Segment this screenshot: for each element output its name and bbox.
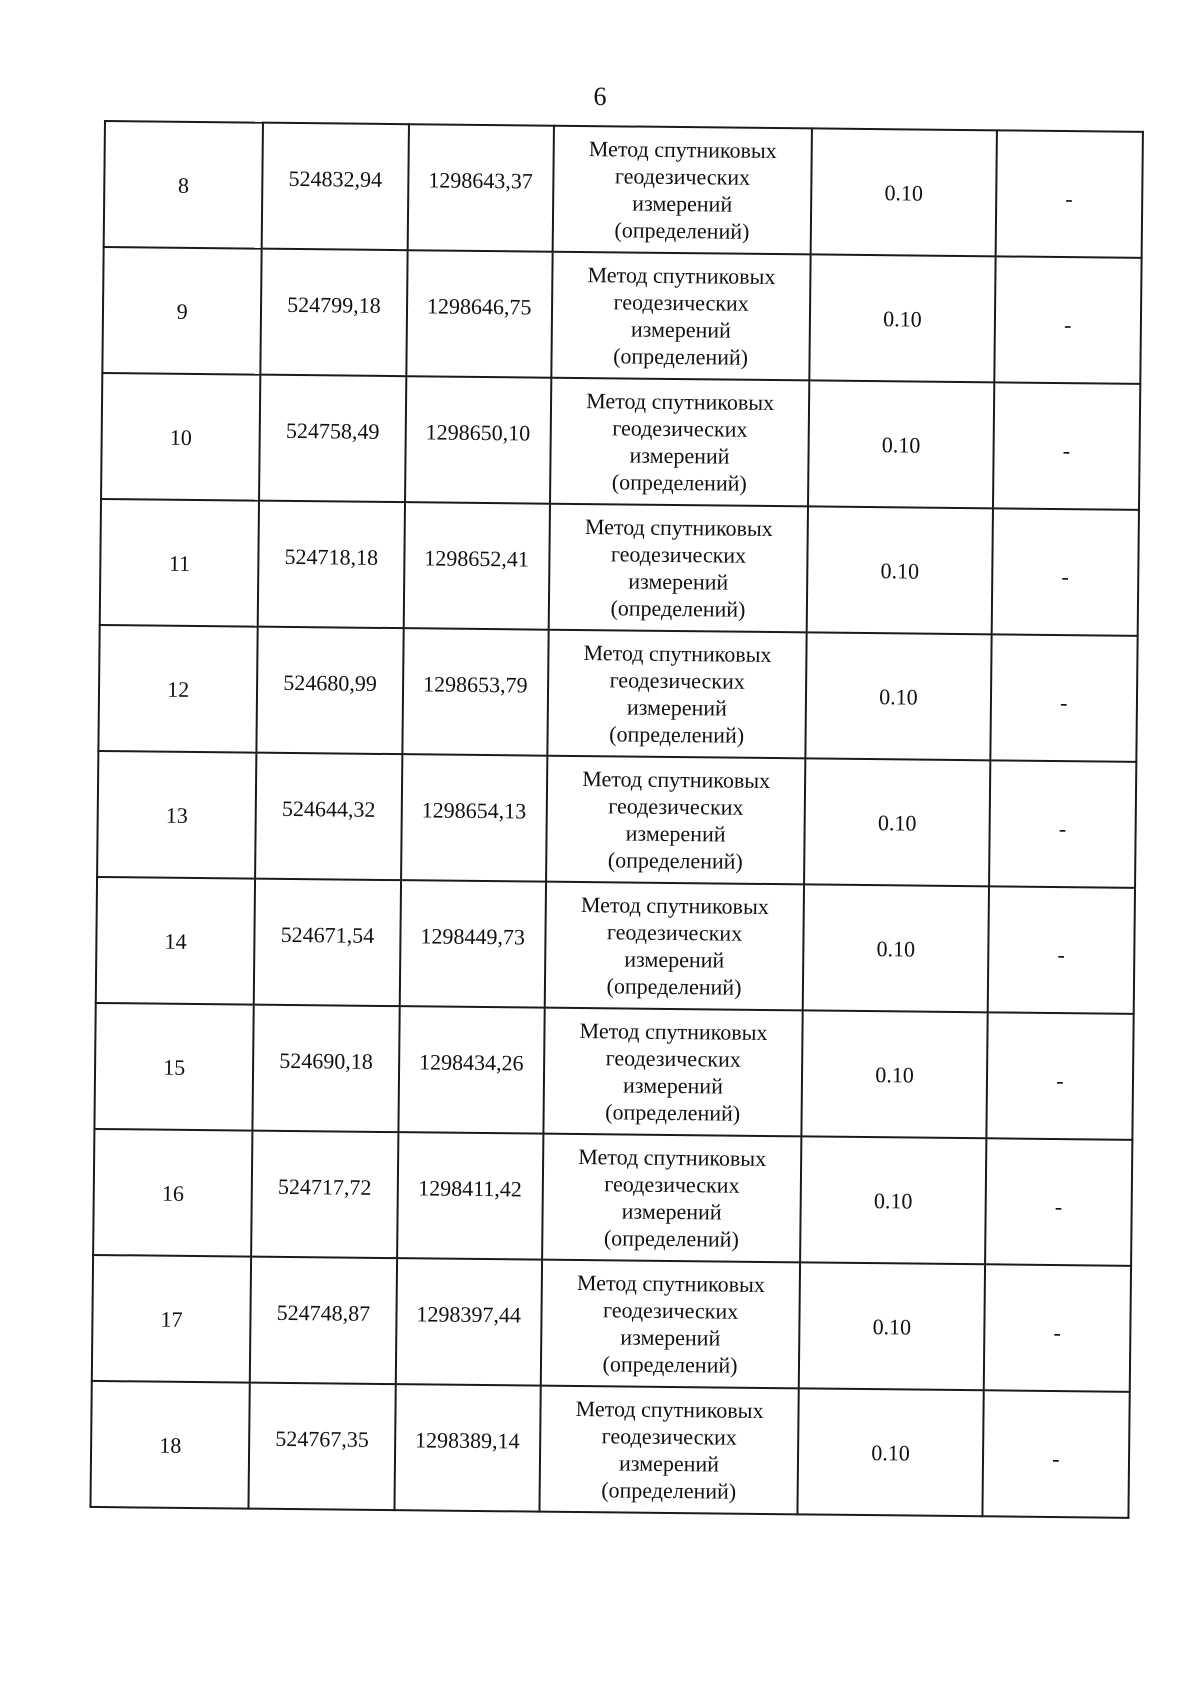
- y-coordinate-value: 1298411,42: [418, 1174, 522, 1201]
- table-row: [90, 1381, 1129, 1518]
- method-text: Метод спутниковых геодезических измерений (определений): [584, 514, 773, 622]
- point-number-cell: 10: [101, 373, 261, 501]
- description-cell: [987, 886, 1135, 1014]
- point-number-cell: 16: [93, 1129, 253, 1257]
- y-coordinate-cell: [394, 1384, 541, 1512]
- method-cell: [541, 1260, 801, 1389]
- description-text: -: [1054, 1193, 1063, 1219]
- y-coordinate-cell: [399, 880, 546, 1008]
- description-cell: [985, 1138, 1133, 1266]
- y-coordinate-value: 1298397,44: [416, 1300, 522, 1327]
- description-text: -: [1065, 185, 1073, 211]
- description-text: -: [1057, 941, 1065, 967]
- description-cell: [991, 508, 1139, 636]
- description-text: -: [1062, 437, 1071, 463]
- x-coordinate-value: 524832,94: [288, 165, 383, 192]
- point-number-cell: 13: [97, 751, 257, 879]
- x-coordinate-value: 524717,72: [277, 1173, 372, 1200]
- description-cell: [990, 634, 1138, 762]
- accuracy-cell: 0.10: [806, 632, 992, 760]
- method-text: Метод спутниковых геодезических измерений (определений): [580, 892, 769, 1000]
- x-coordinate-cell: [250, 1257, 397, 1385]
- x-coordinate-value: 524767,35: [275, 1425, 370, 1452]
- x-coordinate-value: 524644,32: [281, 795, 376, 822]
- point-number-cell: 18: [90, 1381, 250, 1509]
- y-coordinate-cell: [401, 754, 548, 882]
- table-row: [92, 1255, 1131, 1392]
- method-cell: [545, 882, 805, 1011]
- table-row: [96, 877, 1135, 1014]
- y-coordinate-cell: [403, 502, 550, 630]
- method-text: Метод спутниковых геодезических измерений (определений): [578, 1144, 767, 1252]
- description-cell: [995, 130, 1143, 258]
- method-text: Метод спутниковых геодезических измерений (определений): [582, 766, 771, 874]
- table-row: [97, 751, 1136, 888]
- y-coordinate-cell: [407, 124, 554, 252]
- method-cell: [549, 504, 809, 633]
- x-coordinate-value: 524680,99: [283, 669, 377, 696]
- table-row: [93, 1129, 1132, 1266]
- method-cell: [551, 252, 811, 381]
- y-coordinate-cell: [406, 250, 553, 378]
- accuracy-cell: 0.10: [798, 1388, 984, 1516]
- description-cell: [994, 256, 1142, 384]
- x-coordinate-value: 524671,54: [280, 921, 375, 948]
- table-row: [101, 373, 1140, 510]
- description-text: -: [1056, 1067, 1064, 1093]
- x-coordinate-cell: [249, 1383, 396, 1511]
- point-number-cell: 11: [100, 499, 260, 627]
- method-text: Метод спутниковых геодезических измерений (определений): [575, 1396, 764, 1504]
- y-coordinate-cell: [398, 1006, 545, 1134]
- x-coordinate-value: 524758,49: [285, 417, 380, 444]
- coordinates-table-body: [90, 121, 1142, 1518]
- x-coordinate-cell: [259, 375, 406, 503]
- y-coordinate-cell: [397, 1132, 544, 1260]
- method-text: Метод спутниковых геодезических измерений (определений): [579, 1018, 768, 1126]
- description-text: -: [1053, 1319, 1061, 1345]
- y-coordinate-value: 1298654,13: [421, 796, 527, 823]
- point-number-cell: 12: [98, 625, 258, 753]
- table-row: [100, 499, 1139, 636]
- method-text: Метод спутниковых геодезических измерений (определений): [576, 1270, 765, 1378]
- x-coordinate-value: 524799,18: [287, 291, 381, 318]
- y-coordinate-value: 1298646,75: [426, 292, 532, 319]
- y-coordinate-value: 1298449,73: [420, 922, 526, 949]
- x-coordinate-value: 524690,18: [279, 1047, 373, 1074]
- y-coordinate-value: 1298652,41: [424, 544, 530, 571]
- table-row: [94, 1003, 1133, 1140]
- point-number-cell: 9: [102, 247, 262, 375]
- method-cell: [550, 378, 810, 507]
- method-cell: [552, 126, 812, 255]
- method-text: Метод спутниковых геодезических измерений (определений): [587, 262, 776, 370]
- y-coordinate-value: 1298653,79: [422, 670, 528, 697]
- point-number-cell: 8: [104, 121, 264, 249]
- description-cell: [982, 1390, 1130, 1518]
- method-text: Метод спутниковых геодезических измерений (определений): [586, 388, 775, 496]
- y-coordinate-cell: [402, 628, 549, 756]
- x-coordinate-cell: [253, 1005, 400, 1133]
- table-row: [98, 625, 1137, 762]
- method-cell: [543, 1008, 803, 1137]
- description-text: -: [1063, 311, 1072, 337]
- x-coordinate-value: 524748,87: [276, 1299, 371, 1326]
- coordinates-table: [89, 120, 1143, 1519]
- table-row: [102, 247, 1141, 384]
- accuracy-cell: 0.10: [804, 758, 990, 886]
- table-row: [104, 121, 1143, 258]
- x-coordinate-cell: [254, 879, 401, 1007]
- x-coordinate-cell: [258, 501, 405, 629]
- y-coordinate-value: 1298434,26: [418, 1048, 524, 1075]
- description-text: -: [1059, 689, 1068, 715]
- point-number-cell: 15: [94, 1003, 254, 1131]
- description-cell: [983, 1264, 1131, 1392]
- x-coordinate-value: 524718,18: [284, 543, 379, 570]
- description-cell: [986, 1012, 1134, 1140]
- accuracy-cell: 0.10: [808, 380, 994, 508]
- y-coordinate-value: 1298389,14: [415, 1426, 520, 1453]
- y-coordinate-value: 1298650,10: [425, 418, 531, 445]
- method-cell: [546, 756, 806, 885]
- x-coordinate-cell: [261, 249, 408, 377]
- description-text: -: [1061, 563, 1069, 589]
- method-text: Метод спутниковых геодезических измерений (определений): [588, 136, 777, 244]
- x-coordinate-cell: [262, 123, 409, 251]
- method-text: Метод спутниковых геодезических измерений (определений): [583, 640, 772, 748]
- page-number: 6: [593, 82, 607, 111]
- y-coordinate-value: 1298643,37: [428, 166, 533, 193]
- y-coordinate-cell: [395, 1258, 542, 1386]
- description-cell: [989, 760, 1137, 888]
- accuracy-cell: 0.10: [803, 884, 989, 1012]
- x-coordinate-cell: [257, 627, 404, 755]
- x-coordinate-cell: [255, 753, 402, 881]
- point-number-cell: 17: [92, 1255, 252, 1383]
- accuracy-cell: 0.10: [802, 1010, 988, 1138]
- method-cell: [539, 1386, 799, 1515]
- accuracy-cell: 0.10: [807, 506, 993, 634]
- accuracy-cell: 0.10: [810, 254, 996, 382]
- accuracy-cell: 0.10: [800, 1136, 986, 1264]
- y-coordinate-cell: [405, 376, 552, 504]
- description-text: -: [1058, 815, 1067, 841]
- accuracy-cell: 0.10: [811, 128, 997, 256]
- method-cell: [547, 630, 807, 759]
- description-text: -: [1052, 1445, 1060, 1471]
- description-cell: [993, 382, 1141, 510]
- x-coordinate-cell: [251, 1131, 398, 1259]
- accuracy-cell: 0.10: [799, 1262, 985, 1390]
- point-number-cell: 14: [96, 877, 256, 1005]
- method-cell: [542, 1134, 802, 1263]
